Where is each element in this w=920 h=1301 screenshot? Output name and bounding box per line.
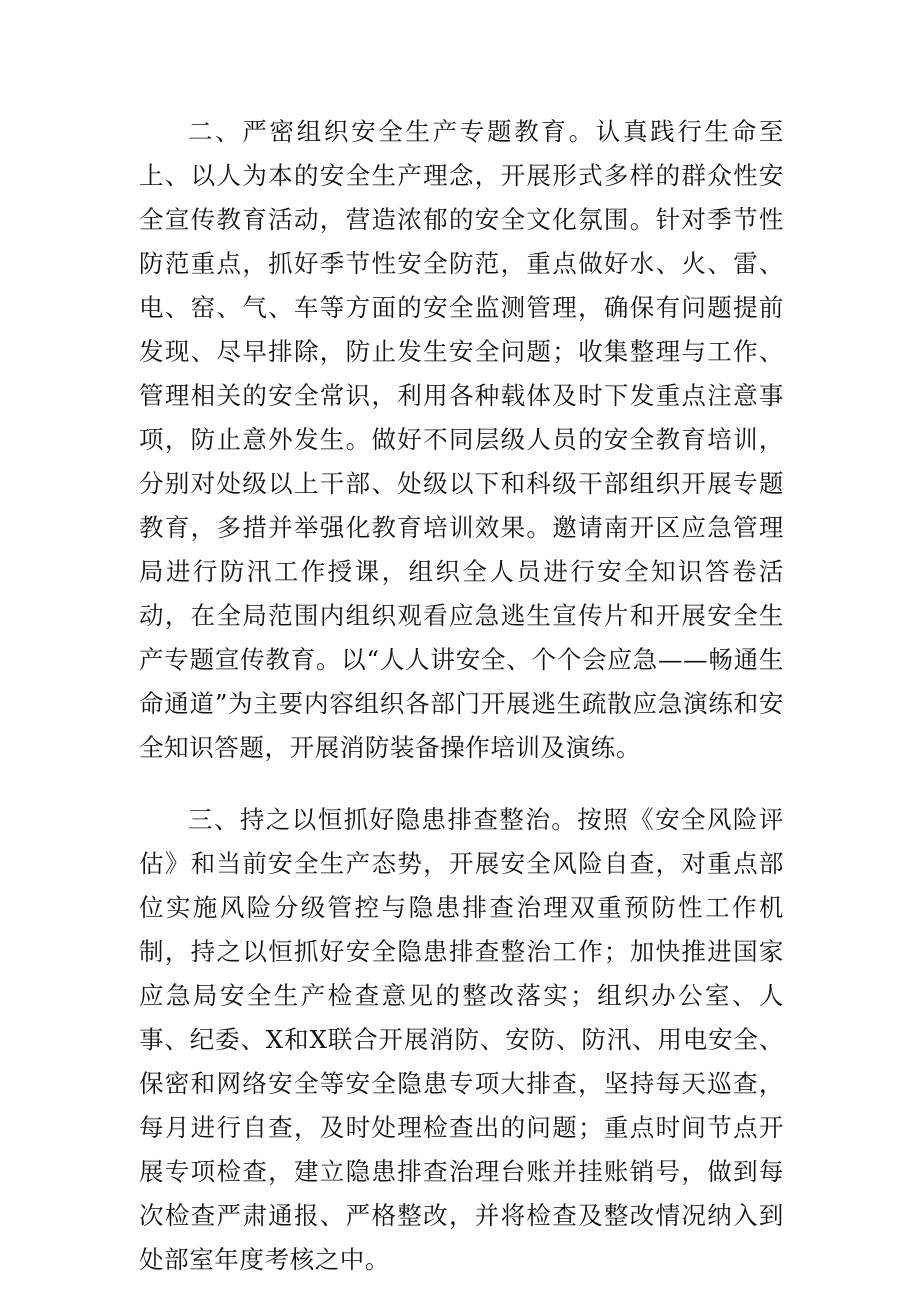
paragraph-hazard-inspection: 三、持之以恒抓好隐患排查整治。按照《安全风险评估》和当前安全生产态势，开展安全风险自查，对重点部位实施风险分级管控与隐患排查治理双重预防性工作机制，持之以恒抓好安全隐患排查整治工作；加快推进国家应急局安全生产检查意见的整改落实；组织办公室、人事、纪委、X和X联合开展消防、安防、防汛、用电安全、保密和网络安全等安全隐患专项大排查，坚持每天巡查，每月进行自查，及时处理检查出的问题；重点时间节点开展专项检查，建立隐患排查治理台账并挂账销号，做到每次检查严肃通报、严格整改，并将检查及整改情况纳入到处部室年度考核之中。 — [139, 805, 784, 1274]
paragraph-safety-education: 二、严密组织安全生产专题教育。认真践行生命至上、以人为本的安全生产理念，开展形式多样的群众性安全宣传教育活动，营造浓郁的安全文化氛围。针对季节性防范重点，抓好季节性安全防范，重点做好水、火、雷、电、窑、气、车等方面的安全监测管理，确保有问题提前发现、尽早排除，防止发生安全问题；收集整理与工作、管理相关的安全常识，利用各种载体及时下发重点注意事项，防止意外发生。做好不同层级人员的安全教育培训，分别对处级以上干部、处级以下和科级干部组织开展专题教育，多措并举强化教育培训效果。邀请南开区应急管理局进行防汛工作授课，组织全人员进行安全知识答卷活动，在全局范围内组织观看应急逃生宣传片和开展安全生产专题宣传教育。以“人人讲安全、个个会应急——畅通生命通道”为主要内容组织各部门开展逃生疏散应急演练和安全知识答题，开展消防装备操作培训及演练。 — [139, 117, 784, 762]
document-body — [139, 110, 784, 1282]
